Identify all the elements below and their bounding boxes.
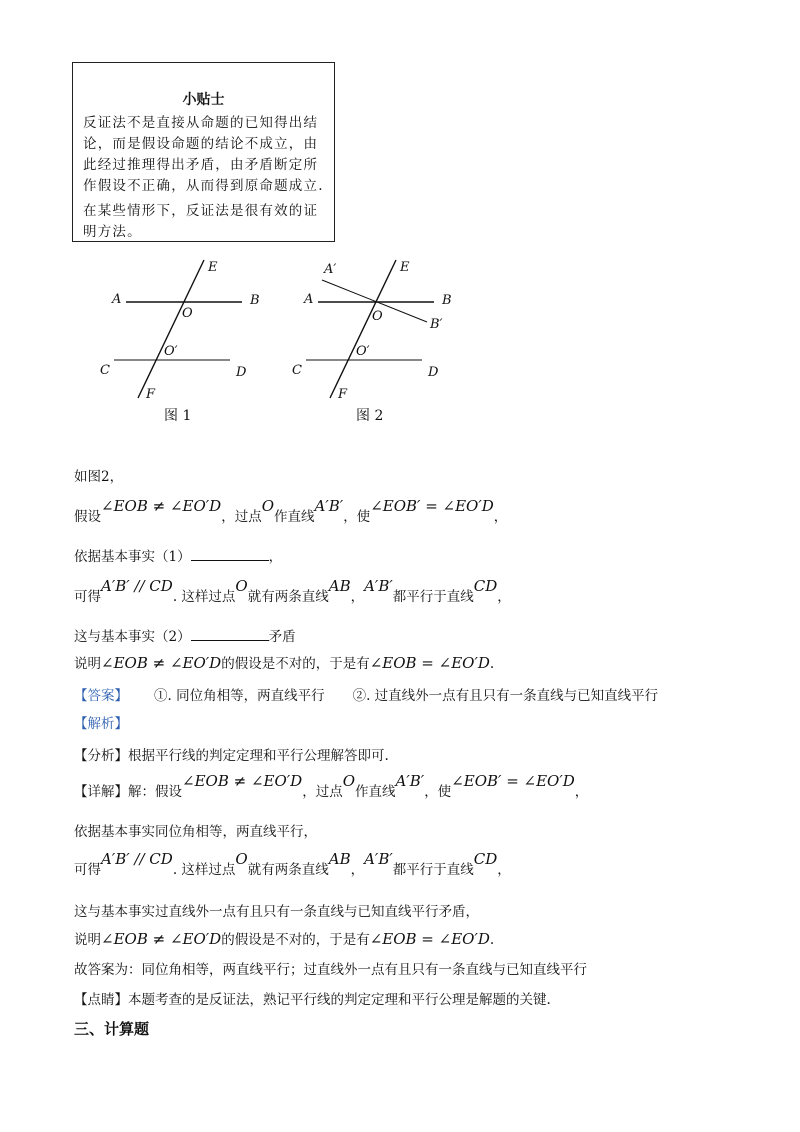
detail-line-5: 说明∠EOB ≠ ∠EO′D的假设是不对的，于是有∠EOB = ∠EO′D. bbox=[74, 930, 495, 948]
section-heading: 三、计算题 bbox=[74, 1020, 150, 1038]
dianjing-note: 【点睛】本题考查的是反证法，熟记平行线的判定定理和平行公理是解题的关键. bbox=[74, 992, 551, 1008]
fig2-label-o: O bbox=[372, 309, 383, 324]
fig2-label-c: C bbox=[292, 363, 302, 378]
problem-line-2: 假设∠EOB ≠ ∠EO′D，过点O作直线A′B′，使∠EOB′ = ∠EO′D， bbox=[74, 497, 508, 525]
fig1-label-a: A bbox=[112, 292, 122, 307]
answer-1: ①. 同位角相等，两直线平行 bbox=[154, 688, 325, 704]
tip-paragraph-2: 在某些情形下，反证法是很有效的证明方法。 bbox=[83, 203, 319, 240]
fig2-label-f: F bbox=[338, 387, 348, 402]
fig2-label-b-prime: B′ bbox=[430, 317, 443, 332]
fig2-label-o-prime: O′ bbox=[356, 344, 370, 359]
tip-paragraph-1: 反证法不是直接从命题的已知得出结论，而是假设命题的结论不成立，由此经过推理得出矛盾，由矛盾断定所作假设不正确，从而得到原命题成立. bbox=[83, 115, 324, 194]
problem-line-1: 如图2， bbox=[74, 469, 124, 485]
fig2-label-d: D bbox=[428, 365, 439, 380]
geometry-figures bbox=[80, 250, 480, 430]
fig1-label-c: C bbox=[100, 363, 110, 378]
answer-label: 【答案】 bbox=[74, 688, 128, 704]
fig1-label-b: B bbox=[250, 293, 260, 308]
tip-box bbox=[72, 62, 335, 242]
fig1-label-d: D bbox=[236, 365, 247, 380]
problem-line-4: 可得A′B′ // CD. 这样过点O就有两条直线AB，A′B′都平行于直线CD， bbox=[74, 577, 511, 605]
problem-line-3: 依据基本事实（1） ， bbox=[74, 549, 283, 565]
tip-title: 小贴士 bbox=[182, 92, 225, 108]
analysis-label: 【解析】 bbox=[74, 716, 128, 732]
problem-line-6: 说明∠EOB ≠ ∠EO′D的假设是不对的，于是有∠EOB = ∠EO′D. bbox=[74, 654, 495, 672]
answer-line bbox=[74, 684, 658, 704]
figure-2 bbox=[292, 260, 452, 424]
problem-line-5: 这与基本事实（2） 矛盾 bbox=[74, 629, 296, 645]
fig1-caption: 图 1 bbox=[164, 408, 192, 424]
detail-line-3: 可得A′B′ // CD. 这样过点O就有两条直线AB，A′B′都平行于直线CD， bbox=[74, 850, 511, 878]
fig2-caption: 图 2 bbox=[356, 408, 384, 424]
fig2-label-e: E bbox=[400, 260, 410, 275]
blank-1 bbox=[191, 548, 269, 561]
fig2-label-a: A bbox=[304, 292, 314, 307]
analysis-fenxi: 【分析】根据平行线的判定定理和平行公理解答即可. bbox=[74, 748, 389, 764]
detail-line-2: 依据基本事实同位角相等，两直线平行， bbox=[74, 824, 317, 840]
blank-2 bbox=[191, 628, 269, 641]
fig1-label-e: E bbox=[208, 260, 218, 275]
detail-line-1: 【详解】解：假设∠EOB ≠ ∠EO′D，过点O作直线A′B′，使∠EOB′ = ∠EO′D， bbox=[74, 772, 589, 800]
final-answer: 故答案为：同位角相等，两直线平行；过直线外一点有且只有一条直线与已知直线平行 bbox=[74, 962, 587, 978]
detail-line-4: 这与基本事实过直线外一点有且只有一条直线与已知直线平行矛盾， bbox=[74, 904, 479, 920]
fig2-label-b: B bbox=[442, 293, 452, 308]
fig1-label-o-prime: O′ bbox=[164, 344, 178, 359]
fig2-label-a-prime: A′ bbox=[324, 262, 337, 277]
figure-1 bbox=[100, 260, 260, 424]
fig1-label-f: F bbox=[146, 387, 156, 402]
answer-2: ②. 过直线外一点有且只有一条直线与已知直线平行 bbox=[352, 688, 659, 704]
fig1-label-o: O bbox=[182, 306, 193, 321]
